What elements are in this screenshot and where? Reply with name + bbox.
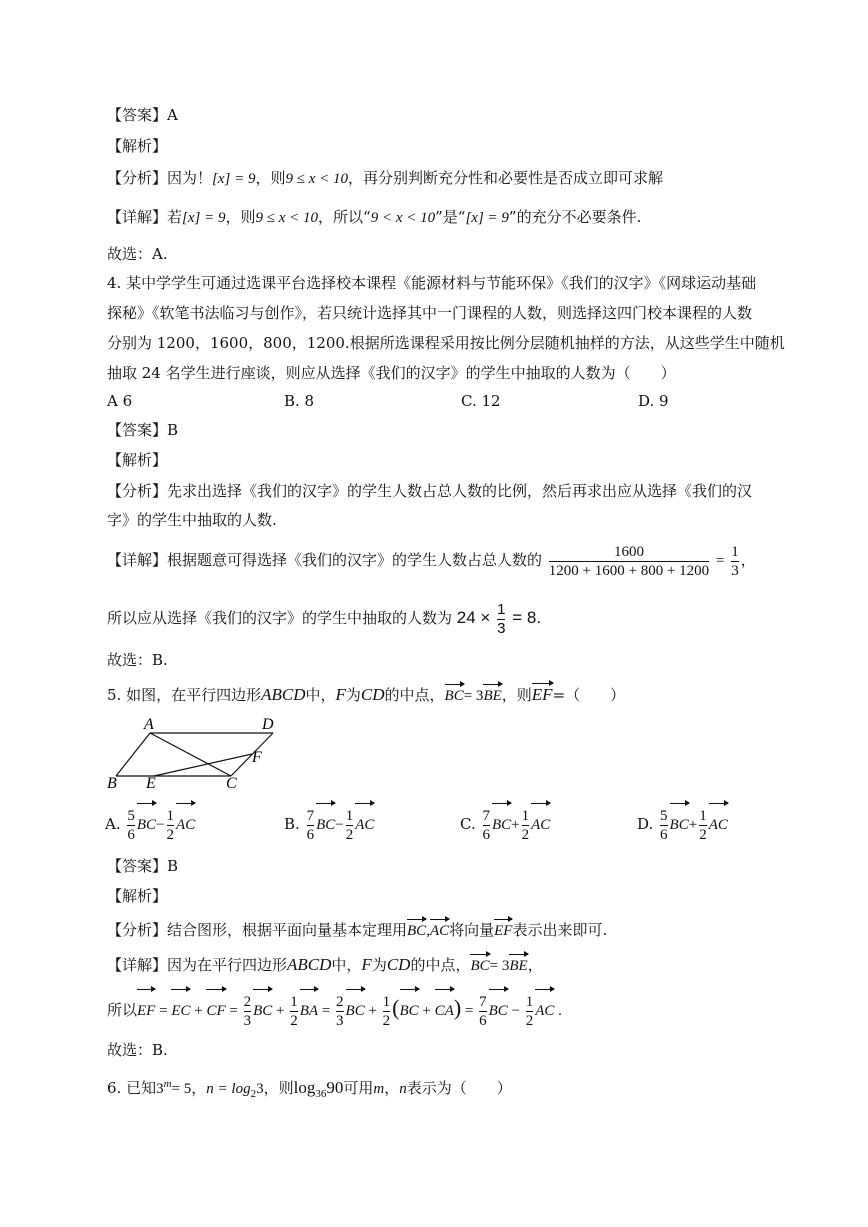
q5-option-d (637, 804, 728, 845)
label-b: B (107, 775, 117, 792)
q5-stem (107, 685, 625, 706)
q5-xiangjie (107, 955, 543, 976)
q5-option-b-c2n: 1 (345, 807, 354, 824)
q5-fenxi-vec-1: BC (407, 923, 427, 939)
q6-var-m: m (373, 1081, 385, 1097)
q4-result-denominator: 3 (731, 562, 739, 579)
q5-option-b-c2d: 2 (345, 826, 354, 843)
q3-conclusion: 故选：A. (107, 245, 168, 263)
q5-stem-abcd: ABCD (261, 685, 306, 704)
label-d: D (262, 716, 274, 733)
q5-so-frac-5 (479, 993, 487, 1030)
q5-so-frac-4 (383, 993, 391, 1030)
q6-text-2: ， (191, 1079, 207, 1097)
q5-xiangjie-text-3: 为 (371, 956, 387, 974)
q4-stem-3: 分别为 1200，1600，800，1200.根据所选课程采用按比例分层随机抽样的方法，从这些学生中随机 (107, 334, 785, 352)
q4-stem-4: 抽取 24 名学生进行座谈，则应从选择《我们的汉字》的学生中抽取的人数为（ ） (107, 364, 676, 382)
q5-xiangjie-vec-be: BE (509, 958, 528, 974)
q5-option-b-coef2 (346, 807, 354, 844)
q3-xiangjie-expr-3: 9 < x < 10 (370, 210, 436, 226)
q4-fenxi-2: 字》的学生中抽取的人数. (107, 511, 277, 529)
q4-xiangjie-text: 【详解】根据题意可得选择《我们的汉字》的学生人数占总人数的 (107, 551, 543, 569)
q5-so-bc3: BC (400, 991, 419, 1031)
q5-so-cf: CF (206, 991, 225, 1031)
q6-expr-2-sub: 2 (250, 1088, 257, 1100)
q3-answer: 【答案】A (107, 106, 178, 124)
q5-so-n5: 7 (479, 993, 487, 1010)
q5-xiangjie-abcd: ABCD (287, 955, 332, 974)
q4-ratio-numerator: 1600 (613, 543, 644, 560)
q3-xiangjie-text-4: ”是“ (435, 208, 466, 226)
q5-fenxi-text-2: 将向量 (449, 921, 495, 939)
q4-ratio-fraction (549, 543, 709, 580)
q4-answer: 【答案】B (107, 421, 179, 439)
q5-option-a-sign: − (156, 817, 165, 833)
q4-option-d: D. 9 (638, 392, 669, 410)
q5-stem-vec-be: BE (483, 688, 502, 704)
q5-option-a-c2n: 1 (166, 807, 175, 824)
q4-stem-2: 探秘》《软笔书法临习与创作》，若只统计选择其中一门课程的人数，则选择这四门校本课程的人数 (107, 304, 753, 322)
q5-so-text: 所以 (107, 1001, 138, 1019)
q5-option-a-vec1: BC (137, 805, 156, 845)
q5-option-a (105, 804, 195, 845)
q6-expr-1-tail: = 5 (171, 1081, 192, 1097)
q5-option-d-coef2 (699, 807, 707, 844)
q6-expr-3: log (293, 1078, 316, 1097)
q5-option-c-vec2: AC (531, 805, 550, 845)
q6-expr-1-sup: m (163, 1078, 172, 1090)
q5-option-d-c2d: 2 (699, 826, 707, 843)
q5-so-ec: EC (171, 991, 190, 1031)
q4-xiangjie-tail: ， (740, 551, 756, 569)
q5-so-d2: 2 (290, 1012, 298, 1029)
q5-option-d-c1d: 6 (660, 826, 668, 843)
q6-expr-2-tail: 3 (256, 1081, 264, 1097)
q3-xiangjie-expr-4: [x] = 9 (465, 210, 509, 226)
q3-xiangjie-text-3: ，所以“ (318, 208, 371, 226)
q5-stem-f: F (335, 685, 346, 704)
q4-option-a: A 6 (107, 392, 133, 410)
q4-equals: = (715, 553, 725, 569)
q5-fenxi (107, 920, 607, 941)
q5-option-b-vec2: AC (355, 805, 374, 845)
segment-ef (154, 754, 252, 776)
q5-stem-text-4: 的中点， (384, 686, 445, 704)
q5-option-a-c2d: 2 (166, 826, 175, 843)
q3-fenxi-expr-2: 9 ≤ x < 10 (285, 171, 349, 187)
q6-expr-3-sub: 36 (315, 1088, 327, 1100)
q5-xiangjie-text-4: 的中点， (410, 956, 471, 974)
q5-option-c-c1d: 6 (482, 826, 490, 843)
q5-fenxi-vec-3: EF (494, 923, 513, 939)
q5-so-d4: 2 (382, 1012, 391, 1029)
q5-so-n3: 2 (336, 993, 344, 1010)
q5-so-bc2: BC (346, 991, 365, 1031)
q5-xiangjie-text-1: 【详解】因为在平行四边形 (107, 956, 288, 974)
q4-analysis-title: 【解析】 (107, 451, 168, 469)
q5-xiangjie-text-5: ， (527, 956, 543, 974)
q5-option-c-c1n: 7 (482, 807, 490, 824)
q5-option-b (284, 804, 374, 845)
label-c: C (226, 775, 237, 792)
q5-option-d-vec1: BC (670, 805, 689, 845)
q5-option-b-coef1 (307, 807, 315, 844)
q5-xiangjie-f: F (361, 955, 372, 974)
q3-fenxi-label: 【分析】 (107, 169, 168, 187)
q3-fenxi-text-1: 因为！ (167, 169, 213, 187)
q5-xiangjie-vec-bc: BC (470, 958, 490, 974)
q5-xiangjie-text-2: 中， (331, 956, 362, 974)
q5-so-ef: EF (137, 991, 155, 1031)
q4-stem-1: 4. 某中学学生可通过选课平台选择校本课程《能源材料与节能环保》《我们的汉字》《网球运动基础 (107, 274, 757, 292)
q5-so-ba: BA (300, 991, 318, 1031)
q4-ratio-denominator: 1200 + 1600 + 800 + 1200 (548, 562, 710, 579)
q6-expr-2: n = log (206, 1081, 251, 1097)
q6-expr-1: 3 (156, 1081, 164, 1097)
q3-fenxi-text-3: ，再分别判断充分性和必要性是否成立即可求解 (348, 169, 664, 187)
segment-ab (116, 733, 150, 776)
q5-fenxi-vec-2: AC (429, 923, 450, 939)
q5-fenxi-text-3: 表示出来即可. (512, 921, 608, 939)
q5-option-d-c2n: 1 (699, 807, 707, 824)
q5-stem-text-1: 5. 如图，在平行四边形 (107, 686, 262, 704)
q5-so-frac-1 (244, 993, 252, 1030)
q5-option-d-label: D. (637, 815, 654, 833)
q6-var-n: n (399, 1081, 407, 1097)
q3-xiangjie-expr-1: [x] = 9 (182, 210, 226, 226)
q5-stem-cd: CD (360, 685, 385, 704)
q5-analysis-title: 【解析】 (107, 887, 168, 905)
q3-analysis-title: 【解析】 (107, 137, 168, 155)
q5-option-a-c1n: 5 (127, 807, 135, 824)
q5-option-b-sign: − (335, 817, 344, 833)
parallelogram-figure (104, 712, 294, 792)
q6-text-6: 表示为（ ） (406, 1079, 512, 1097)
q5-option-b-label: B. (284, 815, 300, 833)
q5-derivation: 所以EF = EC + CF = $\frac{2}{3}$ BC + $\frac{1}{2}$ BA = $\frac{2}{3}$ BC + $\frac{1}{2}$ (BC + CA) = $\frac{7}{6}$ BC − $\frac{1}{2}$ AC . (107, 988, 562, 1031)
q3-fenxi (107, 168, 663, 189)
q5-option-c (460, 804, 550, 845)
q5-so-d1: 3 (243, 1012, 252, 1029)
q5-stem-text-5: ，则 (501, 686, 532, 704)
q5-so-n2: 1 (290, 993, 298, 1010)
q3-xiangjie (107, 207, 641, 228)
q3-fenxi-text-2: ，则 (255, 169, 286, 187)
q5-option-b-vec1: BC (316, 805, 335, 845)
q5-option-c-coef2 (522, 807, 530, 844)
q4-line2 (107, 598, 541, 638)
q5-option-d-sign: + (688, 817, 698, 833)
q5-option-b-c1n: 7 (306, 807, 315, 824)
q5-option-c-vec1: BC (492, 805, 511, 845)
q5-stem-text-6: =（ ） (552, 686, 626, 704)
q5-so-n1: 2 (243, 993, 252, 1010)
q5-so-d3: 3 (336, 1012, 344, 1029)
q5-conclusion: 故选：B. (107, 1041, 168, 1059)
q4-option-c: C. 12 (461, 392, 501, 410)
q4-line2-denominator: 3 (497, 619, 506, 637)
q3-xiangjie-text-5: ”的充分不必要条件. (508, 208, 642, 226)
q5-answer: 【答案】B (107, 857, 179, 875)
q5-so-frac-3 (336, 993, 344, 1030)
q6-expr-3-tail: 90 (326, 1078, 344, 1097)
q5-stem-eq: = 3 (463, 688, 484, 704)
q4-result-fraction (731, 543, 739, 580)
q3-fenxi-expr-1: [x] = 9 (212, 171, 256, 187)
q3-xiangjie-label: 【详解】 (107, 208, 168, 226)
q5-so-n6: 1 (525, 993, 534, 1010)
q5-option-a-coef2 (167, 807, 175, 844)
q5-fenxi-text-1: 【分析】结合图形，根据平面向量基本定理用 (107, 921, 408, 939)
q4-line2-b: = 8. (512, 608, 542, 627)
q5-option-c-label: C. (460, 815, 476, 833)
q5-option-c-c2d: 2 (521, 826, 530, 843)
q4-line2-a: 24 × (456, 608, 491, 627)
segment-ac (150, 733, 231, 776)
q5-option-d-coef1 (660, 807, 668, 844)
q4-fenxi-1: 【分析】先求出选择《我们的汉字》的学生人数占总人数的比例，然后再求出应从选择《我们的汉 (107, 482, 753, 500)
q5-fenxi-comma: , (426, 923, 430, 939)
label-a: A (144, 716, 154, 733)
q4-option-b: B. 8 (284, 392, 315, 410)
q5-option-a-coef1 (127, 807, 135, 844)
q3-xiangjie-expr-2: 9 ≤ x < 10 (255, 210, 319, 226)
q6-text-1: 6. 已知 (107, 1079, 157, 1097)
q3-xiangjie-text-2: ，则 (225, 208, 256, 226)
q5-option-c-c2n: 1 (521, 807, 530, 824)
q4-conclusion: 故选：B. (107, 651, 168, 669)
q5-xiangjie-eq: = 3 (489, 958, 510, 974)
q4-result-numerator: 1 (731, 543, 739, 560)
q5-so-d6: 2 (525, 1012, 534, 1029)
q5-option-b-c1d: 6 (306, 826, 315, 843)
q5-stem-text-3: 为 (345, 686, 361, 704)
q3-xiangjie-text-1: 若 (167, 208, 183, 226)
q5-option-a-c1d: 6 (127, 826, 135, 843)
q5-so-frac-2 (290, 993, 298, 1030)
q5-option-c-coef1 (483, 807, 491, 844)
q5-option-a-vec2: AC (176, 805, 195, 845)
q5-stem-text-2: 中， (305, 686, 336, 704)
q5-option-d-c1n: 5 (660, 807, 668, 824)
label-e: E (146, 775, 156, 792)
q5-xiangjie-cd: CD (386, 955, 411, 974)
q5-so-n4: 1 (382, 993, 391, 1010)
q4-xiangjie (107, 540, 756, 581)
q4-line2-fraction (497, 601, 505, 638)
q4-line2-numerator: 1 (497, 600, 506, 618)
q5-so-ca: CA (435, 991, 454, 1031)
q5-so-frac-6 (526, 993, 534, 1030)
q6-text-3: ，则 (263, 1079, 294, 1097)
q6-stem (107, 1074, 512, 1104)
q5-option-d-vec2: AC (709, 805, 728, 845)
q5-so-d5: 6 (479, 1012, 487, 1029)
q6-text-4: 可用 (343, 1079, 374, 1097)
q5-stem-vec-ef: EF (531, 685, 553, 704)
q6-text-5: ， (384, 1079, 400, 1097)
q5-option-a-label: A. (105, 815, 121, 833)
q5-so-ac: AC (535, 991, 554, 1031)
q5-so-bc1: BC (253, 991, 272, 1031)
q5-option-c-sign: + (511, 817, 520, 833)
q5-so-bc4: BC (489, 991, 508, 1031)
q5-stem-vec-bc: BC (444, 688, 464, 704)
label-f: F (252, 749, 262, 766)
q4-line2-text: 所以应从选择《我们的汉字》的学生中抽取的人数为 (107, 609, 453, 627)
